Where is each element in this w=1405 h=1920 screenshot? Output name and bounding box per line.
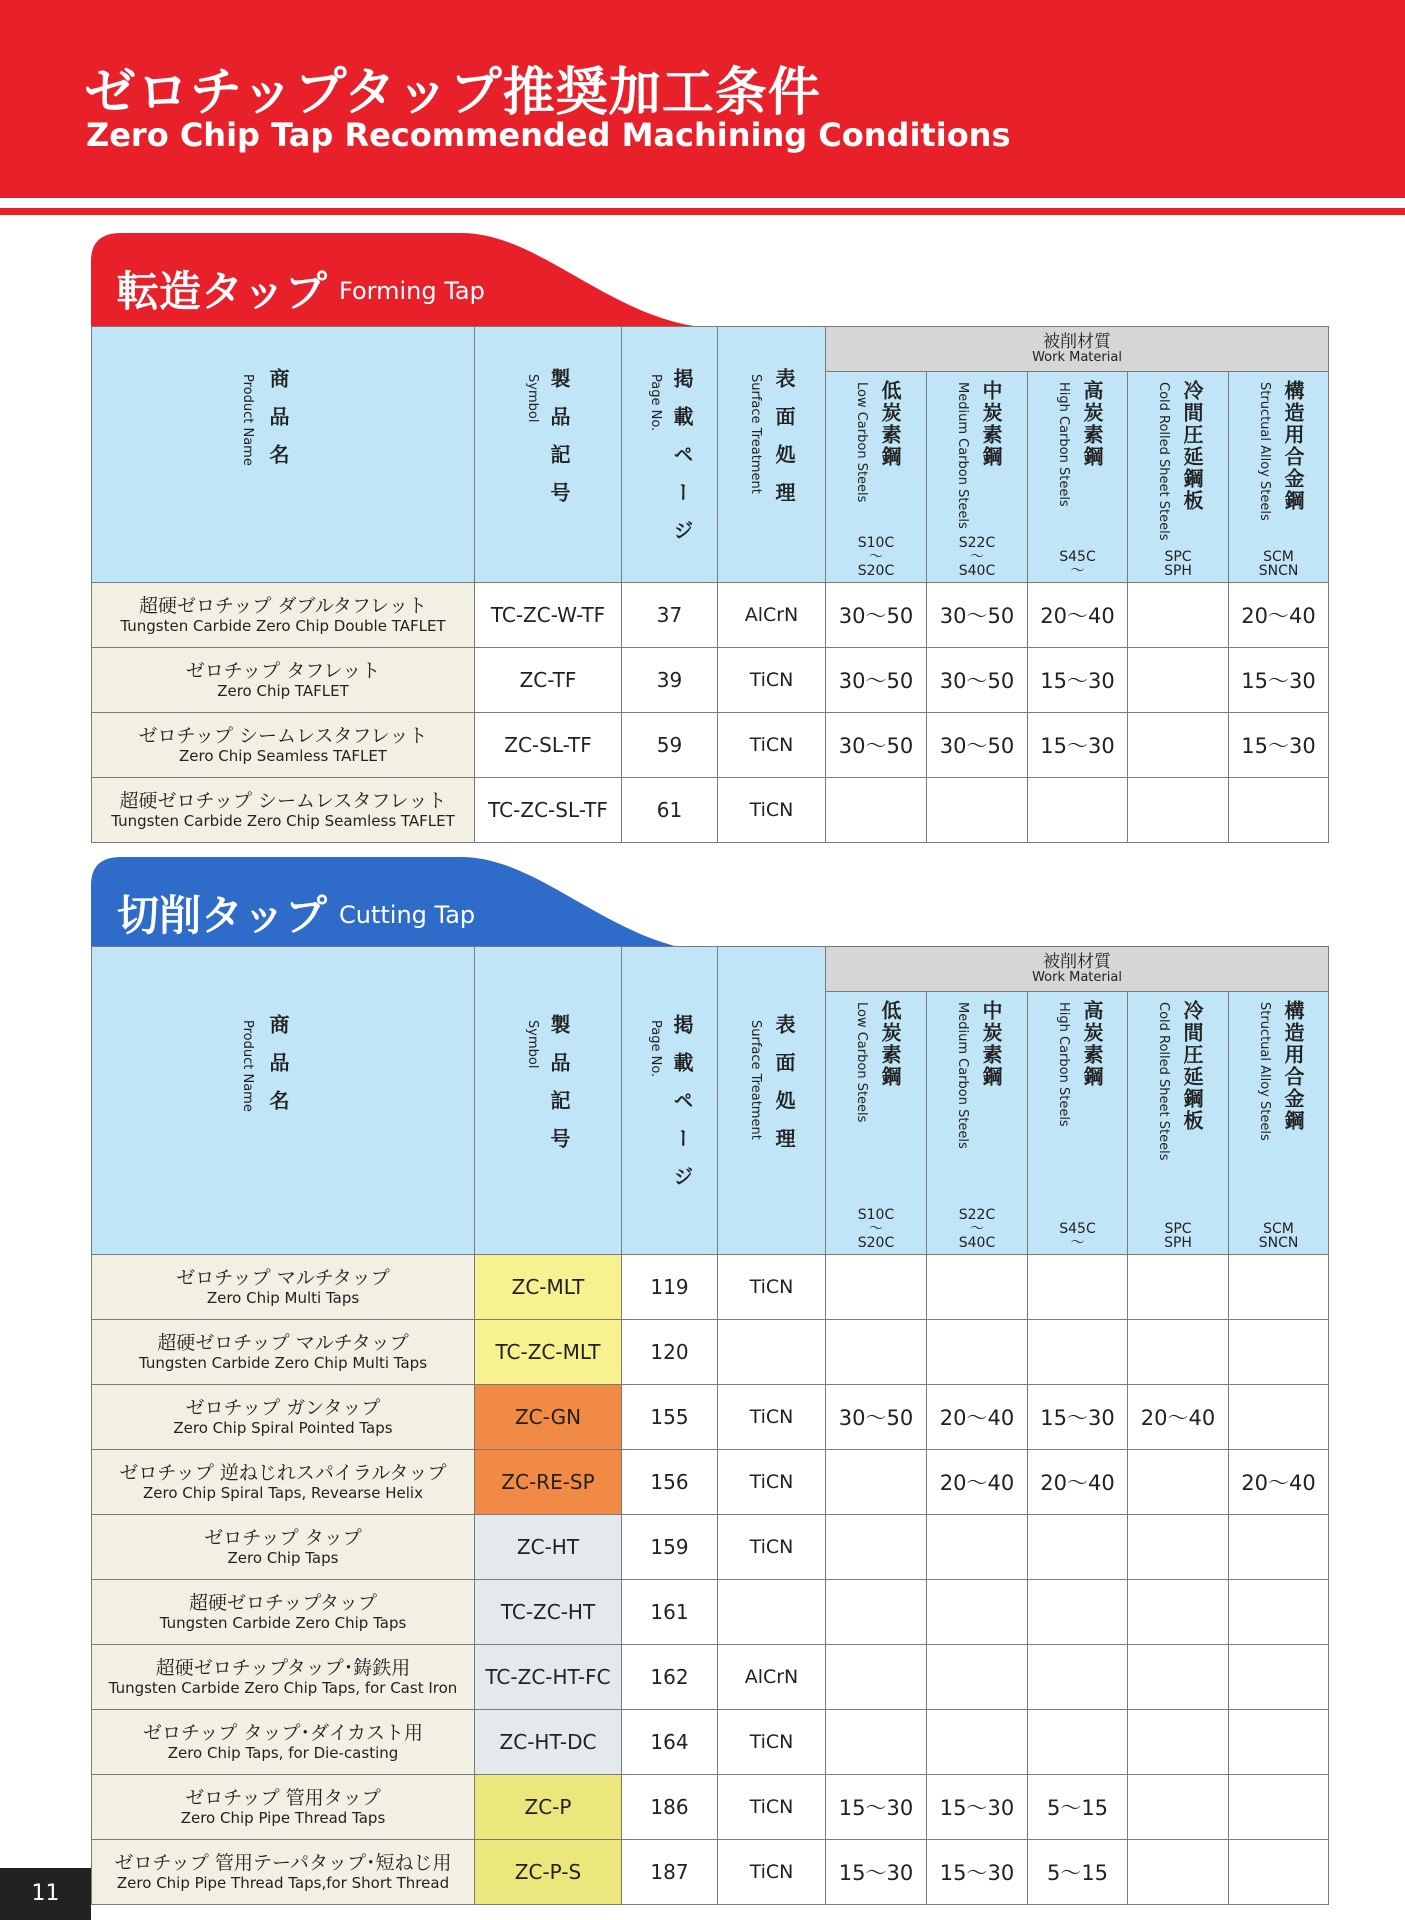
cutting-speed-cell: 30〜50 (927, 648, 1028, 713)
symbol-header (475, 327, 622, 583)
surface-treatment-cell: TiCN (718, 1775, 826, 1840)
product-name-cell (92, 713, 475, 778)
surface-treatment-header-en: Surface Treatment (748, 1019, 763, 1140)
cutting-speed-cell (927, 1580, 1028, 1645)
cutting-speed-cell (1229, 1840, 1329, 1905)
cutting-speed-cell (1128, 713, 1229, 778)
surface-treatment-header (718, 947, 826, 1255)
product-name-header-en: Product Name (240, 373, 255, 466)
table-row (92, 648, 1329, 713)
material-name-ja: 中炭素鋼 (979, 380, 1003, 468)
product-name-ja: 超硬ゼロチップタップ･鋳鉄用 (155, 1656, 411, 1679)
cutting-speed-cell: 15〜30 (1028, 648, 1128, 713)
symbol-cell: TC-ZC-MLT (475, 1320, 622, 1385)
cutting-speed-cell: 15〜30 (927, 1775, 1028, 1840)
symbol-header (475, 947, 622, 1255)
product-name-cell (92, 778, 475, 843)
table-row (92, 583, 1329, 648)
page-no-header-en: Page No. (648, 373, 663, 431)
symbol-cell: ZC-GN (475, 1385, 622, 1450)
table-row (92, 778, 1329, 843)
surface-treatment-cell: AlCrN (718, 583, 826, 648)
page-no-cell: 59 (622, 713, 718, 778)
product-name-ja: ゼロチップ 管用テーパタップ･短ねじ用 (114, 1851, 452, 1874)
cutting-speed-cell (826, 1580, 927, 1645)
material-name-ja: 低炭素鋼 (878, 1000, 902, 1088)
product-name-cell (92, 1255, 475, 1320)
cutting-speed-cell (1128, 1710, 1229, 1775)
forming-section-tab (91, 233, 761, 328)
cutting-speed-cell (1128, 1320, 1229, 1385)
material-name-ja: 高炭素鋼 (1080, 380, 1104, 468)
material-name-ja: 冷間圧延鋼板 (1180, 1000, 1204, 1132)
product-name-header-ja: 商品名 (266, 1013, 290, 1128)
symbol-header-ja: 製品記号 (547, 367, 571, 520)
material-grade: SPC SPH (1164, 1221, 1192, 1251)
symbol-cell: TC-ZC-HT-FC (475, 1645, 622, 1710)
cutting-speed-cell: 15〜30 (826, 1840, 927, 1905)
symbol-cell: ZC-SL-TF (475, 713, 622, 778)
cutting-speed-cell: 20〜40 (1229, 1450, 1329, 1515)
forming-table (91, 326, 1329, 843)
material-header (927, 372, 1028, 583)
table-row (92, 1580, 1329, 1645)
product-name-cell (92, 1645, 475, 1710)
work-material-header (826, 327, 1329, 372)
symbol-cell: ZC-MLT (475, 1255, 622, 1320)
cutting-speed-cell (1028, 1255, 1128, 1320)
material-header (1128, 372, 1229, 583)
surface-treatment-cell: TiCN (718, 1385, 826, 1450)
material-name-en: Medium Carbon Steels (955, 1002, 970, 1149)
symbol-cell: ZC-TF (475, 648, 622, 713)
page-no-header (622, 947, 718, 1255)
cutting-speed-cell (1128, 1580, 1229, 1645)
material-header (1229, 372, 1329, 583)
surface-treatment-header-ja: 表面処理 (772, 1013, 796, 1166)
product-name-ja: ゼロチップ 管用タップ (185, 1786, 381, 1809)
cutting-speed-cell (826, 1645, 927, 1710)
product-name-en: Zero Chip Spiral Taps, Revearse Helix (143, 1483, 423, 1502)
work-material-ja: 被削材質 (1043, 332, 1111, 352)
cutting-speed-cell: 30〜50 (927, 583, 1028, 648)
material-name-en: Medium Carbon Steels (955, 382, 970, 529)
product-name-en: Tungsten Carbide Zero Chip Multi Taps (138, 1353, 428, 1372)
cutting-speed-cell (826, 1450, 927, 1515)
work-material-ja: 被削材質 (1043, 952, 1111, 972)
material-grade: SCM SNCN (1258, 549, 1299, 579)
table-row (92, 1645, 1329, 1710)
symbol-cell: TC-ZC-SL-TF (475, 778, 622, 843)
cutting-speed-cell (1128, 1840, 1229, 1905)
product-name-ja: ゼロチップ シームレスタフレット (138, 724, 428, 747)
table-row (92, 1255, 1329, 1320)
cutting-speed-cell (1128, 1645, 1229, 1710)
surface-treatment-cell (718, 1320, 826, 1385)
product-name-cell (92, 1385, 475, 1450)
symbol-cell: ZC-P (475, 1775, 622, 1840)
surface-treatment-header (718, 327, 826, 583)
cutting-speed-cell (1229, 1775, 1329, 1840)
cutting-speed-cell (1028, 1710, 1128, 1775)
page-title: ゼロチップタップ推奨加工条件 (84, 63, 821, 123)
material-name-ja: 低炭素鋼 (878, 380, 902, 468)
cutting-speed-cell (927, 1710, 1028, 1775)
table-row (92, 1710, 1329, 1775)
surface-treatment-cell: TiCN (718, 1255, 826, 1320)
cutting-speed-cell: 30〜50 (826, 713, 927, 778)
cutting-speed-cell (1128, 1515, 1229, 1580)
cutting-speed-cell: 20〜40 (1229, 583, 1329, 648)
cutting-speed-cell: 30〜50 (826, 1385, 927, 1450)
forming-section-subtitle: Forming Tap (339, 277, 485, 305)
symbol-cell: TC-ZC-HT (475, 1580, 622, 1645)
material-name-en: Structual Alloy Steels (1257, 382, 1272, 521)
cutting-speed-cell: 15〜30 (1229, 713, 1329, 778)
page-no-cell: 37 (622, 583, 718, 648)
cutting-speed-cell (1128, 648, 1229, 713)
cutting-speed-cell: 15〜30 (1028, 1385, 1128, 1450)
cutting-speed-cell (1229, 1515, 1329, 1580)
cutting-speed-cell (1028, 1320, 1128, 1385)
cutting-speed-cell (1028, 778, 1128, 843)
product-name-en: Zero Chip TAFLET (217, 681, 349, 700)
cutting-speed-cell (1229, 778, 1329, 843)
material-header (1128, 992, 1229, 1255)
cutting-speed-cell (1229, 1710, 1329, 1775)
page-no-header-ja: 掲載ページ (670, 367, 694, 558)
symbol-header-en: Symbol (525, 373, 540, 422)
page-no-cell: 119 (622, 1255, 718, 1320)
work-material-header (826, 947, 1329, 992)
material-name-ja: 高炭素鋼 (1080, 1000, 1104, 1088)
surface-treatment-cell: TiCN (718, 1450, 826, 1515)
cutting-speed-cell: 15〜30 (1229, 648, 1329, 713)
cutting-speed-cell (826, 1515, 927, 1580)
product-name-en: Zero Chip Taps (227, 1548, 339, 1567)
product-name-cell (92, 1840, 475, 1905)
material-name-en: Structual Alloy Steels (1257, 1002, 1272, 1141)
material-grade: SPC SPH (1164, 549, 1192, 579)
cutting-speed-cell (1128, 778, 1229, 843)
material-header (1028, 992, 1128, 1255)
forming-section-title: 転造タップ (117, 267, 328, 316)
page-no-header-en: Page No. (648, 1019, 663, 1077)
surface-treatment-header-ja: 表面処理 (772, 367, 796, 520)
cutting-speed-cell (1229, 1645, 1329, 1710)
cutting-table (91, 946, 1329, 1905)
product-name-en: Tungsten Carbide Zero Chip Double TAFLET (120, 616, 446, 635)
product-name-en: Zero Chip Multi Taps (206, 1288, 360, 1307)
cutting-speed-cell (1028, 1515, 1128, 1580)
cutting-section-title: 切削タップ (117, 891, 328, 940)
cutting-speed-cell (1028, 1645, 1128, 1710)
cutting-speed-cell (826, 1710, 927, 1775)
cutting-speed-cell (1128, 1450, 1229, 1515)
product-name-cell (92, 1775, 475, 1840)
table-row (92, 1840, 1329, 1905)
material-name-ja: 冷間圧延鋼板 (1180, 380, 1204, 512)
cutting-speed-cell: 30〜50 (927, 713, 1028, 778)
cutting-speed-cell: 20〜40 (1028, 583, 1128, 648)
surface-treatment-cell: TiCN (718, 713, 826, 778)
page-no-cell: 159 (622, 1515, 718, 1580)
cutting-speed-cell: 5〜15 (1028, 1775, 1128, 1840)
surface-treatment-cell: TiCN (718, 778, 826, 843)
material-grade: S45C 〜 (1059, 549, 1096, 579)
page-no-cell: 39 (622, 648, 718, 713)
product-name-ja: 超硬ゼロチップ シームレスタフレット (119, 789, 447, 812)
material-grade: S45C 〜 (1059, 1221, 1096, 1251)
product-name-en: Zero Chip Pipe Thread Taps (180, 1808, 386, 1827)
cutting-speed-cell: 20〜40 (1028, 1450, 1128, 1515)
cutting-speed-cell (1229, 1320, 1329, 1385)
product-name-en: Zero Chip Seamless TAFLET (179, 746, 387, 765)
product-name-ja: ゼロチップ 逆ねじれスパイラルタップ (119, 1461, 447, 1484)
page-no-cell: 161 (622, 1580, 718, 1645)
cutting-speed-cell (1128, 1775, 1229, 1840)
product-name-ja: 超硬ゼロチップタップ (188, 1591, 378, 1614)
cutting-speed-cell: 30〜50 (826, 583, 927, 648)
product-name-ja: 超硬ゼロチップ マルチタップ (157, 1331, 409, 1354)
symbol-cell: ZC-HT-DC (475, 1710, 622, 1775)
page-no-cell: 164 (622, 1710, 718, 1775)
product-name-ja: ゼロチップ ガンタップ (185, 1396, 381, 1419)
product-name-cell (92, 1710, 475, 1775)
product-name-cell (92, 583, 475, 648)
cutting-speed-cell (1229, 1385, 1329, 1450)
product-name-header (92, 947, 475, 1255)
cutting-section-tab (91, 857, 761, 952)
product-name-en: Tungsten Carbide Zero Chip Taps, for Cast Iron (108, 1678, 458, 1697)
material-name-en: Low Carbon Steels (854, 382, 869, 503)
material-name-en: Cold Rolled Sheet Steels (1156, 1002, 1171, 1161)
product-name-header-ja: 商品名 (266, 367, 290, 482)
page-no-cell: 61 (622, 778, 718, 843)
table-row (92, 1515, 1329, 1580)
cutting-speed-cell: 15〜30 (826, 1775, 927, 1840)
cutting-speed-cell (927, 1255, 1028, 1320)
header-row (92, 947, 1329, 992)
table-row (92, 1450, 1329, 1515)
work-material-en: Work Material (1032, 350, 1122, 365)
page-subtitle: Zero Chip Tap Recommended Machining Conditions (86, 116, 1011, 154)
surface-treatment-cell (718, 1580, 826, 1645)
cutting-speed-cell (927, 1515, 1028, 1580)
product-name-ja: 超硬ゼロチップ ダブルタフレット (138, 594, 427, 617)
surface-treatment-cell: TiCN (718, 648, 826, 713)
page-no-header (622, 327, 718, 583)
surface-treatment-cell: TiCN (718, 1710, 826, 1775)
table-row (92, 1775, 1329, 1840)
material-grade: SCM SNCN (1258, 1221, 1299, 1251)
page-no-cell: 187 (622, 1840, 718, 1905)
material-name-ja: 中炭素鋼 (979, 1000, 1003, 1088)
material-name-ja: 構造用合金鋼 (1281, 1000, 1305, 1132)
symbol-cell: ZC-HT (475, 1515, 622, 1580)
material-grade: S22C 〜 S40C (958, 1207, 996, 1251)
cutting-speed-cell: 5〜15 (1028, 1840, 1128, 1905)
product-name-cell (92, 1450, 475, 1515)
cutting-speed-cell: 30〜50 (826, 648, 927, 713)
table-row (92, 1320, 1329, 1385)
product-name-cell (92, 648, 475, 713)
product-name-ja: ゼロチップ タップ (204, 1526, 362, 1549)
material-grade: S10C 〜 S20C (857, 535, 895, 579)
symbol-cell: ZC-P-S (475, 1840, 622, 1905)
cutting-speed-cell (826, 1320, 927, 1385)
page-number: 11 (0, 1868, 91, 1920)
material-header (1028, 372, 1128, 583)
symbol-header-en: Symbol (525, 1019, 540, 1068)
surface-treatment-header-en: Surface Treatment (748, 373, 763, 494)
material-name-ja: 構造用合金鋼 (1281, 380, 1305, 512)
cutting-speed-cell (927, 1320, 1028, 1385)
page-no-cell: 186 (622, 1775, 718, 1840)
cutting-speed-cell (826, 778, 927, 843)
product-name-en: Zero Chip Taps, for Die-casting (167, 1743, 399, 1762)
product-name-ja: ゼロチップ タフレット (185, 659, 381, 682)
header-row (92, 327, 1329, 372)
page-no-cell: 162 (622, 1645, 718, 1710)
surface-treatment-cell: AlCrN (718, 1645, 826, 1710)
cutting-speed-cell (1128, 583, 1229, 648)
product-name-header (92, 327, 475, 583)
work-material-en: Work Material (1032, 970, 1122, 985)
product-name-en: Tungsten Carbide Zero Chip Taps (159, 1613, 407, 1632)
cutting-speed-cell (1028, 1580, 1128, 1645)
surface-treatment-cell: TiCN (718, 1515, 826, 1580)
product-name-en: Tungsten Carbide Zero Chip Seamless TAFLET (111, 811, 455, 830)
cutting-speed-cell: 20〜40 (1128, 1385, 1229, 1450)
material-grade: S22C 〜 S40C (958, 535, 996, 579)
product-name-cell (92, 1320, 475, 1385)
cutting-speed-cell: 20〜40 (927, 1385, 1028, 1450)
page-no-header-ja: 掲載ページ (670, 1013, 694, 1204)
material-name-en: High Carbon Steels (1056, 382, 1071, 507)
material-grade: S10C 〜 S20C (857, 1207, 895, 1251)
product-name-en: Zero Chip Spiral Pointed Taps (173, 1418, 393, 1437)
material-name-en: Low Carbon Steels (854, 1002, 869, 1123)
symbol-header-ja: 製品記号 (547, 1013, 571, 1166)
cutting-speed-cell: 20〜40 (927, 1450, 1028, 1515)
cutting-speed-cell (1229, 1255, 1329, 1320)
cutting-speed-cell (826, 1255, 927, 1320)
material-header (1229, 992, 1329, 1255)
symbol-cell: ZC-RE-SP (475, 1450, 622, 1515)
material-header (927, 992, 1028, 1255)
cutting-speed-cell (927, 1645, 1028, 1710)
header-rule (0, 208, 1405, 215)
cutting-speed-cell (1128, 1255, 1229, 1320)
product-name-en: Zero Chip Pipe Thread Taps,for Short Thread (116, 1873, 450, 1892)
product-name-ja: ゼロチップ マルチタップ (176, 1266, 390, 1289)
cutting-speed-cell (1229, 1580, 1329, 1645)
table-row (92, 1385, 1329, 1450)
product-name-ja: ゼロチップ タップ･ダイカスト用 (142, 1721, 424, 1744)
surface-treatment-cell: TiCN (718, 1840, 826, 1905)
cutting-speed-cell (927, 778, 1028, 843)
page-no-cell: 120 (622, 1320, 718, 1385)
material-header (826, 372, 927, 583)
page-no-cell: 156 (622, 1450, 718, 1515)
cutting-speed-cell: 15〜30 (927, 1840, 1028, 1905)
table-row (92, 713, 1329, 778)
product-name-cell (92, 1515, 475, 1580)
product-name-header-en: Product Name (240, 1019, 255, 1112)
material-name-en: Cold Rolled Sheet Steels (1156, 382, 1171, 541)
material-name-en: High Carbon Steels (1056, 1002, 1071, 1127)
cutting-section-subtitle: Cutting Tap (339, 901, 476, 929)
symbol-cell: TC-ZC-W-TF (475, 583, 622, 648)
material-header (826, 992, 927, 1255)
cutting-speed-cell: 15〜30 (1028, 713, 1128, 778)
product-name-cell (92, 1580, 475, 1645)
page-no-cell: 155 (622, 1385, 718, 1450)
